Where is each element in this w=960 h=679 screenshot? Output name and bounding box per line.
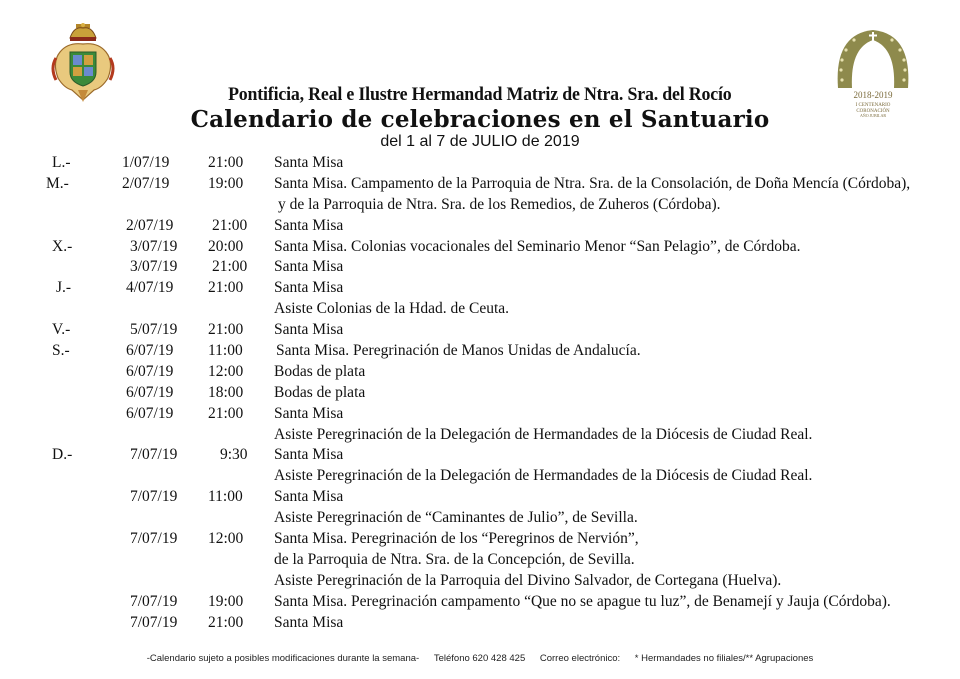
day-label: M.- [46, 174, 69, 192]
day-label: S.- [52, 342, 70, 360]
schedule-row [0, 216, 960, 237]
event-description: Santa Misa. Peregrinación campamento “Que no se apague tu luz”, de Benamejí y Jauja (Córdoba). [274, 592, 891, 610]
schedule-row [0, 257, 960, 278]
day-label: X.- [52, 237, 73, 255]
event-description: Bodas de plata [274, 362, 366, 380]
event-time: 11:00 [208, 342, 243, 360]
schedule-row [0, 445, 960, 466]
schedule-row [0, 508, 960, 529]
event-date: 5/07/19 [130, 321, 178, 339]
schedule-row [0, 550, 960, 571]
page-title: Calendario de celebraciones en el Santuario [190, 106, 770, 133]
event-description: Santa Misa. Campamento de la Parroquia de Ntra. Sra. de la Consolación, de Doña Mencía (Córdoba), [274, 174, 911, 192]
event-description: Asiste Peregrinación de la Delegación de Hermandades de la Diócesis de Ciudad Real. [274, 467, 813, 485]
event-time: 9:30 [220, 446, 248, 464]
event-time: 19:00 [208, 174, 244, 192]
event-description: Santa Misa. Colonias vocacionales del Seminario Menor “San Pelagio”, de Córdoba. [274, 237, 801, 255]
event-time: 20:00 [208, 237, 244, 255]
schedule-row [0, 613, 960, 634]
event-description: Santa Misa [274, 446, 344, 464]
schedule-row [0, 195, 960, 216]
event-description: Santa Misa [274, 488, 344, 506]
day-label: L.- [52, 154, 71, 171]
footer [0, 653, 960, 664]
event-date: 6/07/19 [126, 362, 174, 380]
schedule-row [0, 320, 960, 341]
event-date: 7/07/19 [130, 613, 178, 631]
organization-name [0, 84, 960, 106]
jubilee-line1: I CENTENARIO [855, 103, 891, 108]
jubilee-line2: CORONACIÓN [856, 109, 890, 114]
footer-email-label: Correo electrónico: [539, 653, 621, 664]
schedule-row [0, 174, 960, 195]
event-time: 12:00 [208, 362, 244, 380]
event-time: 21:00 [212, 258, 248, 276]
schedule-row [0, 404, 960, 425]
schedule-row [0, 299, 960, 320]
event-description: de la Parroquia de Ntra. Sra. de la Concepción, de Sevilla. [274, 550, 635, 568]
event-description: Asiste Peregrinación de la Delegación de Hermandades de la Diócesis de Ciudad Real. [274, 425, 813, 443]
event-time: 21:00 [208, 321, 244, 339]
event-date: 2/07/19 [126, 216, 174, 234]
event-date: 3/07/19 [130, 258, 178, 276]
event-description: Santa Misa [274, 613, 344, 631]
schedule-row [0, 592, 960, 613]
schedule-row [0, 341, 960, 362]
day-label: V.- [52, 321, 71, 339]
schedule-row [0, 153, 960, 174]
event-description: y de la Parroquia de Ntra. Sra. de los Remedios, de Zuheros (Córdoba). [278, 195, 721, 213]
date-range-subtitle [0, 133, 960, 151]
date-range-text: del 1 al 7 de JULIO de 2019 [380, 133, 580, 150]
event-date: 7/07/19 [130, 488, 178, 506]
event-date: 6/07/19 [126, 404, 174, 422]
day-label: D.- [52, 446, 73, 464]
event-description: Santa Misa [274, 258, 344, 276]
event-description: Bodas de plata [274, 383, 366, 401]
event-description: Asiste Peregrinación de la Parroquia del Divino Salvador, de Cortegana (Huelva). [274, 571, 782, 589]
event-date: 1/07/19 [122, 154, 170, 171]
event-time: 19:00 [208, 592, 244, 610]
schedule-row [0, 425, 960, 446]
event-description: Santa Misa [274, 321, 344, 339]
event-time: 21:00 [208, 279, 244, 297]
jubilee-line3: AÑO JUBILAR [859, 113, 887, 118]
day-label: J.- [56, 279, 72, 297]
schedule-row [0, 362, 960, 383]
schedule-row [0, 466, 960, 487]
event-description: Santa Misa [274, 404, 344, 422]
event-time: 21:00 [212, 216, 248, 234]
event-description: Santa Misa. Peregrinación de Manos Unidas de Andalucía. [276, 342, 641, 360]
event-date: 7/07/19 [130, 446, 178, 464]
footer-phone: Teléfono 620 428 425 [433, 653, 526, 664]
event-date: 3/07/19 [130, 237, 178, 255]
footer-legend: * Hermandades no filiales/** Agrupaciones [634, 653, 814, 664]
schedule-row [0, 571, 960, 592]
schedule-row [0, 529, 960, 550]
schedule-row [0, 383, 960, 404]
event-date: 4/07/19 [126, 279, 174, 297]
event-time: 21:00 [208, 404, 244, 422]
schedule-row [0, 278, 960, 299]
event-description: Santa Misa. Peregrinación de los “Peregrinos de Nervión”, [274, 530, 639, 548]
organization-name-text: Pontificia, Real e Ilustre Hermandad Matriz de Ntra. Sra. del Rocío [228, 84, 732, 105]
schedule-row [0, 237, 960, 258]
event-description: Asiste Peregrinación de “Caminantes de Julio”, de Sevilla. [274, 509, 638, 527]
event-date: 7/07/19 [130, 592, 178, 610]
event-description: Asiste Colonias de la Hdad. de Ceuta. [274, 300, 510, 318]
event-date: 6/07/19 [126, 383, 174, 401]
event-time: 18:00 [208, 383, 244, 401]
footer-note: -Calendario sujeto a posibles modificaciones durante la semana- [146, 653, 420, 664]
event-time: 21:00 [208, 613, 244, 631]
event-date: 2/07/19 [122, 174, 170, 192]
event-time: 12:00 [208, 530, 244, 548]
event-description: Santa Misa [274, 216, 344, 234]
schedule-table [0, 153, 960, 633]
jubilee-years: 2018-2019 [853, 90, 893, 100]
schedule-row [0, 487, 960, 508]
event-description: Santa Misa [274, 279, 344, 297]
event-date: 6/07/19 [126, 342, 174, 360]
event-date: 7/07/19 [130, 530, 178, 548]
event-time: 11:00 [208, 488, 243, 506]
event-description: Santa Misa [274, 154, 344, 171]
event-time: 21:00 [208, 154, 244, 171]
crown-icon [70, 23, 96, 41]
